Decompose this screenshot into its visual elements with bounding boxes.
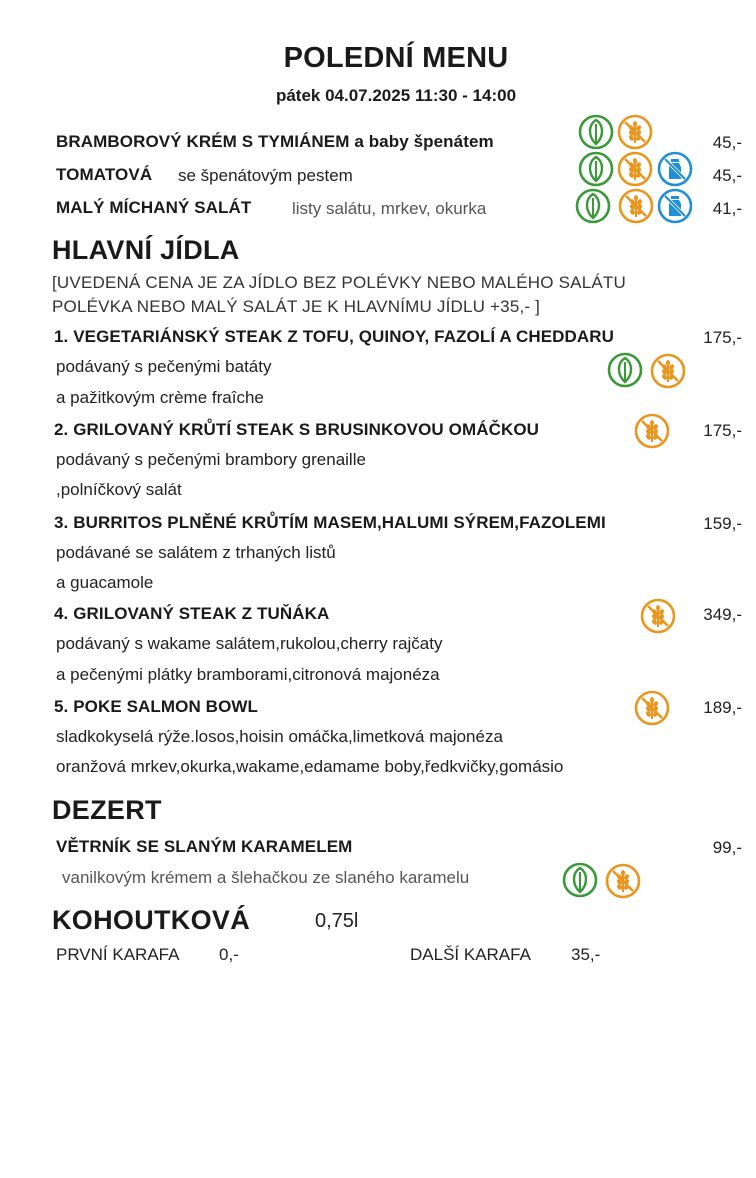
dessert-name: VĚTRNÍK SE SLANÝM KARAMELEM <box>56 837 353 856</box>
soup-1-price: 45,- <box>712 133 742 152</box>
main-4-price: 349,- <box>703 605 742 624</box>
dessert-section-title: DEZERT <box>52 795 162 825</box>
main-5-name: 5. POKE SALMON BOWL <box>54 697 259 716</box>
salad-desc: listy salátu, mrkev, okurka <box>292 199 487 218</box>
gluten-free-icon <box>618 188 654 224</box>
main-4-desc-1: podávaný s wakame salátem,rukolou,cherry rajčaty <box>56 634 443 653</box>
tap-water-title: KOHOUTKOVÁ <box>52 905 250 935</box>
gluten-free-icon <box>617 151 653 187</box>
main-3-price: 159,- <box>703 514 742 533</box>
main-3-name: 3. BURRITOS PLNĚNÉ KRŮTÍM MASEM,HALUMI SÝREM,FAZOLEMI <box>54 513 606 532</box>
soup-2-price: 45,- <box>712 166 742 185</box>
date-time-line: pátek 04.07.2025 11:30 - 14:00 <box>275 86 517 105</box>
main-1-name: 1. VEGETARIÁNSKÝ STEAK Z TOFU, QUINOY, FAZOLÍ A CHEDDARU <box>54 327 615 346</box>
main-5-desc-1: sladkokyselá rýže.losos,hoisin omáčka,limetková majonéza <box>56 727 503 746</box>
vegetarian-icon <box>607 352 643 388</box>
first-carafe-label: PRVNÍ KARAFA <box>56 945 180 964</box>
gluten-free-icon <box>634 413 670 449</box>
dessert-price: 99,- <box>712 838 742 857</box>
main-5-price: 189,- <box>703 698 742 717</box>
soup-2-name: TOMATOVÁ <box>56 165 153 184</box>
main-3-desc-1: podávané se salátem z trhaných listů <box>56 543 336 562</box>
page-title: POLEDNÍ MENU <box>283 42 509 74</box>
next-carafe-price: 35,- <box>571 945 601 964</box>
main-2-desc-1: podávaný s pečenými brambory grenaille <box>56 450 366 469</box>
gluten-free-icon <box>640 598 676 634</box>
salad-name: MALÝ MÍCHANÝ SALÁT <box>56 198 252 217</box>
main-note-line-2: POLÉVKA NEBO MALÝ SALÁT JE K HLAVNÍMU JÍDLU +35,- ] <box>52 297 541 316</box>
vegetarian-icon <box>578 114 614 150</box>
first-carafe-price: 0,- <box>219 945 239 964</box>
main-1-desc-2: a pažitkovým crème fraîche <box>56 388 264 407</box>
lactose-free-icon <box>657 151 693 187</box>
gluten-free-icon <box>650 353 686 389</box>
main-2-desc-2: ,polníčkový salát <box>56 480 182 499</box>
tap-water-volume: 0,75l <box>315 910 359 932</box>
soup-1-name: BRAMBOROVÝ KRÉM S TYMIÁNEM a baby špenátem <box>56 132 494 151</box>
next-carafe-label: DALŠÍ KARAFA <box>410 945 531 964</box>
main-4-desc-2: a pečenými plátky bramborami,citronová majonéza <box>56 665 440 684</box>
gluten-free-icon <box>634 690 670 726</box>
vegetarian-icon <box>578 151 614 187</box>
main-section-title: HLAVNÍ JÍDLA <box>52 235 240 265</box>
main-5-desc-2: oranžová mrkev,okurka,wakame,edamame boby,ředkvičky,gomásio <box>56 757 564 776</box>
vegetarian-icon <box>562 862 598 898</box>
main-3-desc-2: a guacamole <box>56 573 154 592</box>
dessert-desc: vanilkovým krémem a šlehačkou ze slaného karamelu <box>62 868 470 887</box>
main-1-price: 175,- <box>703 328 742 347</box>
gluten-free-icon <box>605 863 641 899</box>
gluten-free-icon <box>617 114 653 150</box>
main-1-desc-1: podávaný s pečenými batáty <box>56 357 272 376</box>
lactose-free-icon <box>657 188 693 224</box>
soup-2-desc: se špenátovým pestem <box>178 166 353 185</box>
main-2-name: 2. GRILOVANÝ KRŮTÍ STEAK S BRUSINKOVOU OMÁČKOU <box>54 420 540 439</box>
main-note-line-1: [UVEDENÁ CENA JE ZA JÍDLO BEZ POLÉVKY NEBO MALÉHO SALÁTU <box>52 273 626 292</box>
vegetarian-icon <box>575 188 611 224</box>
main-4-name: 4. GRILOVANÝ STEAK Z TUŇÁKA <box>54 604 330 623</box>
salad-price: 41,- <box>712 199 742 218</box>
main-2-price: 175,- <box>703 421 742 440</box>
